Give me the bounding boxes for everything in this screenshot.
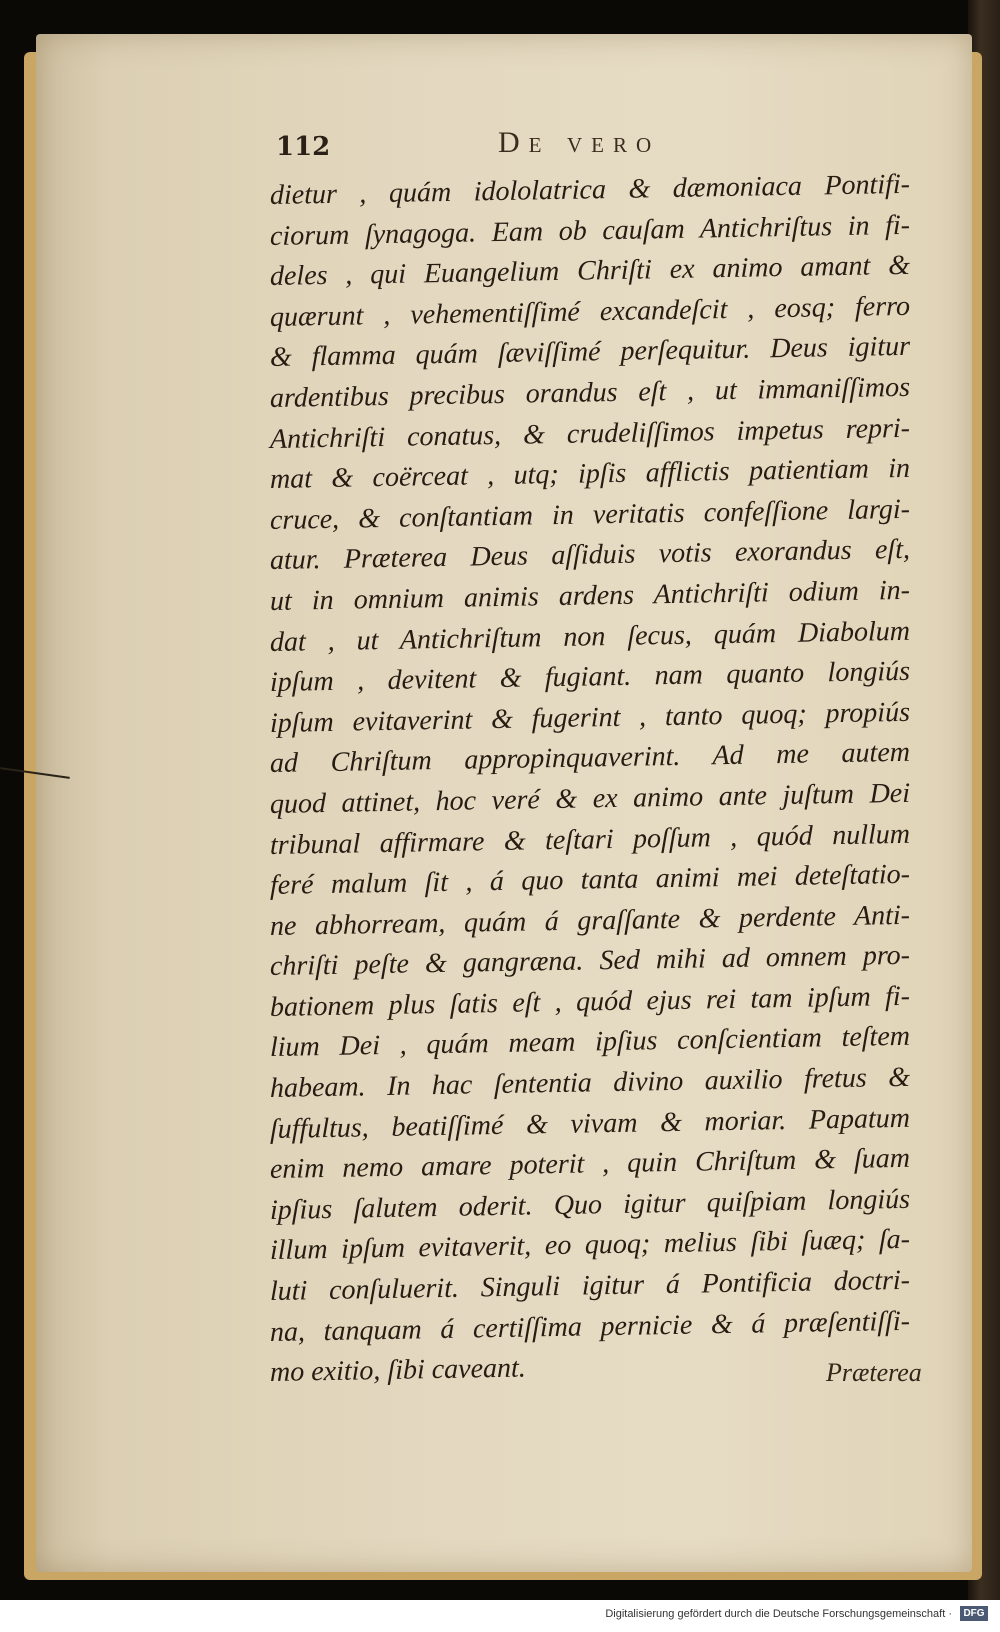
text-line: ne abhorream, quám á graſſante & perdente Anti- (270, 899, 910, 942)
page-number: 112 (276, 132, 331, 162)
dfg-logo-icon: DFG (960, 1606, 988, 1621)
text-line: ipſum , devitent & fugiant. nam quanto longiús (270, 655, 910, 699)
text-line: feré malum ſit , á quo tanta animi mei deteſtatio- (270, 858, 910, 902)
text-line: & flamma quám ſæviſſimé perſequitur. Deus igitur (270, 331, 910, 374)
page-header (276, 126, 896, 166)
text-line: quærunt , vehementiſſimé excandeſcit , eosq; ferro (270, 290, 910, 333)
text-line: ardentibus precibus orandus eſt , ut immaniſſimos (270, 371, 910, 414)
text-line: mo exitio, ſibi caveant. (270, 1352, 526, 1389)
body-text (270, 168, 910, 1394)
text-line: habeam. In hac ſententia divino auxilio fretus & (270, 1061, 910, 1105)
text-line: atur. Præterea Deus aſſiduis votis exorandus eſt, (270, 534, 910, 577)
running-title: De vero (498, 126, 661, 159)
text-line: enim nemo amare poterit , quin Chriſtum & ſuam (270, 1143, 910, 1186)
text-line: ut in omnium animis ardens Antichriſti odium in- (270, 574, 910, 617)
text-line: ipſius ſalutem oderit. Quo igitur quiſpiam longiús (270, 1183, 910, 1226)
text-line: luti conſuluerit. Singuli igitur á Pontificia doctri- (270, 1264, 910, 1308)
text-line: Antichriſti conatus, & crudeliſſimos impetus repri- (270, 412, 910, 455)
text-line: ad Chriſtum appropinquaverint. Ad me autem (270, 737, 910, 780)
footer-bar (0, 1600, 1000, 1632)
text-line: chriſti peſte & gangræna. Sed mihi ad omnem pro- (270, 940, 910, 983)
text-line: quod attinet, hoc veré & ex animo ante juſtum Dei (270, 777, 910, 820)
text-line: illum ipſum evitaverit, eo quoq; melius ſibi ſuæq; ſa- (270, 1224, 910, 1267)
text-line: na, tanquam á certiſſima pernicie & á præſentiſſi- (270, 1305, 910, 1348)
catchword: Præterea (826, 1358, 922, 1387)
text-line: deles , qui Euangelium Chriſti ex animo amant & (270, 250, 910, 293)
footer-credit: Digitalisierung gefördert durch die Deutsche Forschungsgemeinschaft · (605, 1608, 952, 1620)
text-line: ciorum ſynagoga. Eam ob cauſam Antichriſtus in fi- (270, 209, 910, 252)
text-line: dietur , quám idololatrica & dæmoniaca Pontifi- (270, 168, 910, 211)
text-line: dat , ut Antichriſtum non ſecus, quám Diabolum (270, 615, 910, 658)
text-line: bationem plus ſatis eſt , quód ejus rei tam ipſum fi- (270, 980, 910, 1023)
text-line: tribunal affirmare & teſtari poſſum , quód nullum (270, 818, 910, 861)
text-line: ipſum evitaverint & fugerint , tanto quoq; propiús (270, 696, 910, 739)
text-line: ſuffultus, beatiſſimé & vivam & moriar. Papatum (270, 1102, 910, 1145)
text-line: cruce, & conſtantiam in veritatis confeſſione largi- (270, 493, 910, 536)
text-line: lium Dei , quám meam ipſius conſcientiam teſtem (270, 1021, 910, 1064)
text-line: mat & coërceat , utq; ipſis afflictis patientiam in (270, 452, 910, 496)
